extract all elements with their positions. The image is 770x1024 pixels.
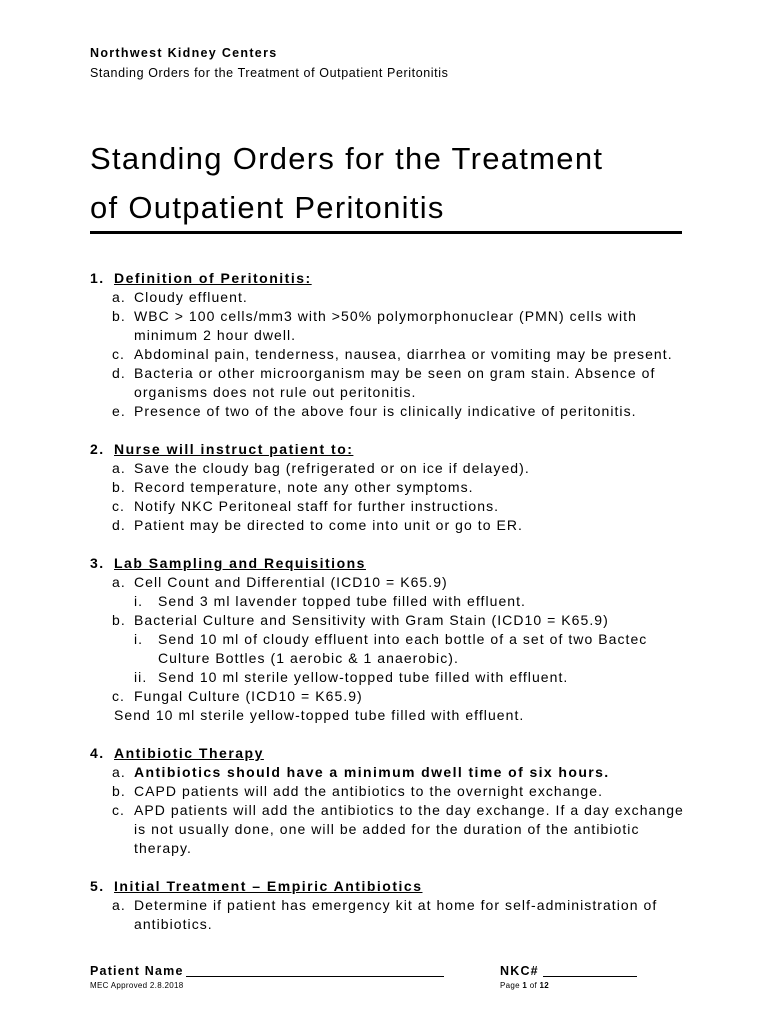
item-text: Patient may be directed to come into unit or go to ER.	[134, 517, 523, 533]
item-text: Determine if patient has emergency kit at home for self-administration of antibiotics.	[134, 897, 658, 932]
section-title: Antibiotic Therapy	[114, 745, 264, 761]
item-marker: a.	[112, 289, 126, 305]
list-item	[90, 896, 690, 934]
title-line-1: Standing Orders for the Treatment	[90, 141, 604, 176]
list-item	[90, 782, 690, 801]
item-text: APD patients will add the antibiotics to the day exchange. If a day exchange is not usually done, one will be added for the duration of the antibiotic therapy.	[134, 802, 684, 856]
section-nurse-instructions	[90, 440, 690, 535]
page-current: 1	[522, 981, 528, 990]
header-subtitle: Standing Orders for the Treatment of Outpatient Peritonitis	[90, 66, 449, 80]
section-definition	[90, 269, 690, 421]
section-title: Lab Sampling and Requisitions	[114, 555, 366, 571]
list-item	[90, 288, 690, 307]
item-marker: ii.	[134, 669, 148, 685]
section-number: 3.	[90, 555, 105, 571]
list-item	[90, 478, 690, 497]
list-item	[90, 687, 690, 706]
item-marker: i.	[134, 593, 144, 609]
list-item	[90, 573, 690, 592]
list-item	[90, 307, 690, 345]
section-antibiotic-therapy	[90, 744, 690, 858]
section-heading	[90, 744, 690, 763]
item-marker: c.	[112, 688, 125, 704]
item-marker: a.	[112, 764, 126, 780]
section-number: 1.	[90, 270, 105, 286]
item-marker: b.	[112, 479, 126, 495]
nkc-line	[543, 976, 637, 977]
item-text: Presence of two of the above four is clinically indicative of peritonitis.	[134, 403, 637, 419]
title-line-2: of Outpatient Peritonitis	[90, 190, 445, 225]
item-text: Cell Count and Differential (ICD10 = K65.9)	[134, 574, 448, 590]
sub-item	[90, 630, 690, 668]
title-rule	[90, 231, 682, 234]
page-total: 12	[539, 981, 550, 990]
item-text: Bacterial Culture and Sensitivity with Gram Stain (ICD10 = K65.9)	[134, 612, 609, 628]
section-heading	[90, 440, 690, 459]
section-title: Definition of Peritonitis:	[114, 270, 312, 286]
section-title: Initial Treatment – Empiric Antibiotics	[114, 878, 423, 894]
list-item	[90, 364, 690, 402]
list-item	[90, 763, 690, 782]
item-marker: c.	[112, 346, 125, 362]
item-marker: e.	[112, 403, 126, 419]
section-number: 4.	[90, 745, 105, 761]
item-marker: c.	[112, 498, 125, 514]
section-heading	[90, 554, 690, 573]
patient-name-label: Patient Name	[90, 964, 184, 978]
item-text: Save the cloudy bag (refrigerated or on ice if delayed).	[134, 460, 530, 476]
approval-note: MEC Approved 2.8.2018	[90, 981, 184, 990]
page-of: of	[529, 981, 537, 990]
sub-item	[90, 668, 690, 687]
item-marker: d.	[112, 365, 126, 381]
item-marker: b.	[112, 612, 126, 628]
page-prefix: Page	[500, 981, 520, 990]
section-title: Nurse will instruct patient to:	[114, 441, 354, 457]
section-initial-treatment	[90, 877, 690, 934]
item-text: Cloudy effluent.	[134, 289, 248, 305]
item-text: Send 3 ml lavender topped tube filled with effluent.	[158, 593, 526, 609]
list-item	[90, 402, 690, 421]
item-text: Send 10 ml sterile yellow-topped tube filled with effluent.	[158, 669, 569, 685]
header-organization: Northwest Kidney Centers	[90, 46, 278, 60]
item-text: CAPD patients will add the antibiotics to the overnight exchange.	[134, 783, 604, 799]
section-number: 5.	[90, 878, 105, 894]
item-text: WBC > 100 cells/mm3 with >50% polymorphonuclear (PMN) cells with minimum 2 hour dwell.	[134, 308, 637, 343]
section-lab-sampling	[90, 554, 690, 725]
item-marker: b.	[112, 783, 126, 799]
document-body	[90, 269, 690, 953]
section-heading	[90, 269, 690, 288]
item-text: Bacteria or other microorganism may be seen on gram stain. Absence of organisms does not rule out peritonitis.	[134, 365, 656, 400]
sub-item	[90, 592, 690, 611]
item-text: Notify NKC Peritoneal staff for further instructions.	[134, 498, 500, 514]
item-marker: a.	[112, 897, 126, 913]
nkc-number-field	[500, 964, 637, 978]
item-text: Abdominal pain, tenderness, nausea, diarrhea or vomiting may be present.	[134, 346, 673, 362]
item-marker: i.	[134, 631, 144, 647]
item-text: Fungal Culture (ICD10 = K65.9)	[134, 688, 363, 704]
list-item	[90, 459, 690, 478]
item-marker: d.	[112, 517, 126, 533]
item-text: Record temperature, note any other symptoms.	[134, 479, 474, 495]
list-item	[90, 497, 690, 516]
item-marker: a.	[112, 460, 126, 476]
list-item	[90, 801, 690, 858]
patient-name-line	[186, 976, 444, 977]
section-heading	[90, 877, 690, 896]
patient-name-field	[90, 964, 444, 978]
document-title	[90, 134, 690, 232]
list-item	[90, 611, 690, 630]
item-marker: a.	[112, 574, 126, 590]
list-item	[90, 345, 690, 364]
item-marker: c.	[112, 802, 125, 818]
item-marker: b.	[112, 308, 126, 324]
page-number	[500, 981, 549, 990]
section-number: 2.	[90, 441, 105, 457]
item-text: Antibiotics should have a minimum dwell time of six hours.	[134, 764, 610, 780]
fungal-culture-note: Send 10 ml sterile yellow-topped tube filled with effluent.	[114, 707, 525, 723]
nkc-label: NKC#	[500, 964, 539, 978]
list-item	[90, 516, 690, 535]
item-text: Send 10 ml of cloudy effluent into each bottle of a set of two Bactec Culture Bottles (1 aerobic & 1 anaerobic).	[158, 631, 648, 666]
